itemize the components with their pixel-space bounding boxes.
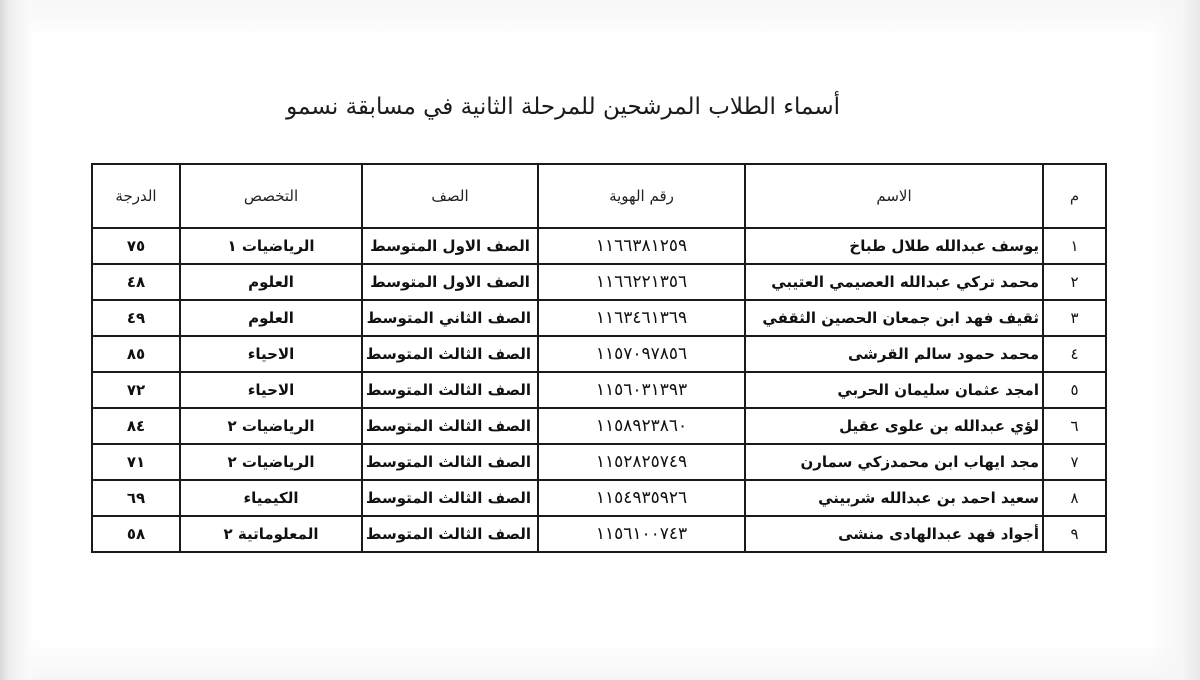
cell-id: ١١٥٤٩٣٥٩٢٦ [538, 480, 745, 516]
cell-score: ٤٨ [92, 264, 180, 300]
cell-name: ثقيف فهد ابن جمعان الحصين الثقفي [745, 300, 1043, 336]
table-row [92, 444, 1106, 480]
cell-specialty: الرياضيات ٢ [180, 408, 362, 444]
document-title: أسماء الطلاب المرشحين للمرحلة الثانية في مسابقة نسمو [286, 94, 840, 120]
cell-grade-level: الصف الثالث المتوسط [362, 408, 538, 444]
cell-name: مجد ايهاب ابن محمدزكي سمارن [745, 444, 1043, 480]
table-row [92, 372, 1106, 408]
cell-num: ٥ [1043, 372, 1106, 408]
cell-grade-level: الصف الاول المتوسط [362, 228, 538, 264]
cell-id: ١١٥٧٠٩٧٨٥٦ [538, 336, 745, 372]
cell-name: محمد تركي عبدالله العصيمي العتيبي [745, 264, 1043, 300]
cell-id: ١١٥٦١٠٠٧٤٣ [538, 516, 745, 552]
header-specialty: التخصص [180, 164, 362, 228]
cell-score: ٥٨ [92, 516, 180, 552]
page-right-shadow [1150, 0, 1200, 680]
cell-num: ١ [1043, 228, 1106, 264]
table-row [92, 300, 1106, 336]
cell-id: ١١٦٣٤٦١٣٦٩ [538, 300, 745, 336]
cell-specialty: الرياضيات ٢ [180, 444, 362, 480]
cell-grade-level: الصف الاول المتوسط [362, 264, 538, 300]
cell-specialty: الرياضيات ١ [180, 228, 362, 264]
table-row [92, 228, 1106, 264]
cell-grade-level: الصف الثالث المتوسط [362, 444, 538, 480]
cell-id: ١١٥٢٨٢٥٧٤٩ [538, 444, 745, 480]
cell-specialty: الكيمياء [180, 480, 362, 516]
cell-num: ٩ [1043, 516, 1106, 552]
cell-grade-level: الصف الثالث المتوسط [362, 516, 538, 552]
header-name: الاسم [745, 164, 1043, 228]
cell-grade-level: الصف الثالث المتوسط [362, 480, 538, 516]
cell-num: ٢ [1043, 264, 1106, 300]
cell-id: ١١٦٦٢٢١٣٥٦ [538, 264, 745, 300]
cell-num: ٣ [1043, 300, 1106, 336]
page-left-shadow [0, 0, 34, 680]
cell-score: ٦٩ [92, 480, 180, 516]
cell-num: ٧ [1043, 444, 1106, 480]
cell-specialty: الاحياء [180, 336, 362, 372]
table-header-row [92, 164, 1106, 228]
cell-name: لؤي عبدالله بن علوى عقيل [745, 408, 1043, 444]
header-score: الدرجة [92, 164, 180, 228]
cell-num: ٦ [1043, 408, 1106, 444]
cell-specialty: العلوم [180, 264, 362, 300]
cell-grade-level: الصف الثالث المتوسط [362, 372, 538, 408]
cell-id: ١١٥٨٩٢٣٨٦٠ [538, 408, 745, 444]
cell-name: أجواد فهد عبدالهادى منشى [745, 516, 1043, 552]
cell-name: يوسف عبدالله طلال طباخ [745, 228, 1043, 264]
cell-id: ١١٥٦٠٣١٣٩٣ [538, 372, 745, 408]
cell-num: ٨ [1043, 480, 1106, 516]
cell-name: محمد حمود سالم القرشى [745, 336, 1043, 372]
header-id: رقم الهوية [538, 164, 745, 228]
cell-score: ٨٤ [92, 408, 180, 444]
cell-id: ١١٦٦٣٨١٢٥٩ [538, 228, 745, 264]
cell-score: ٤٩ [92, 300, 180, 336]
cell-grade-level: الصف الثالث المتوسط [362, 336, 538, 372]
header-num: م [1043, 164, 1106, 228]
table-row [92, 336, 1106, 372]
cell-num: ٤ [1043, 336, 1106, 372]
table-row [92, 408, 1106, 444]
cell-specialty: المعلوماتية ٢ [180, 516, 362, 552]
table-row [92, 264, 1106, 300]
cell-grade-level: الصف الثاني المتوسط [362, 300, 538, 336]
cell-specialty: الاحياء [180, 372, 362, 408]
table-row [92, 516, 1106, 552]
table-row [92, 480, 1106, 516]
cell-score: ٧٥ [92, 228, 180, 264]
cell-score: ٧٢ [92, 372, 180, 408]
cell-specialty: العلوم [180, 300, 362, 336]
cell-name: سعيد احمد بن عبدالله شربيني [745, 480, 1043, 516]
cell-score: ٨٥ [92, 336, 180, 372]
cell-score: ٧١ [92, 444, 180, 480]
header-grade-level: الصف [362, 164, 538, 228]
candidates-table [91, 163, 1107, 553]
cell-name: امجد عثمان سليمان الحربي [745, 372, 1043, 408]
